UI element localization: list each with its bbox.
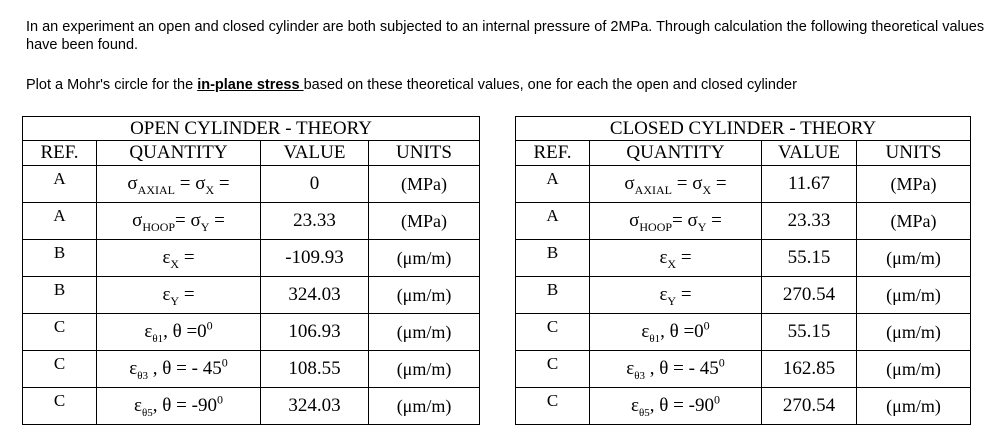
header-units: UNITS (857, 141, 971, 166)
table-row (23, 277, 480, 314)
units-cell: (μm/m) (857, 277, 971, 314)
quantity-cell: $\varepsilon_{\theta 5}$, $\theta = -90^0$ (590, 388, 762, 425)
table-row (516, 388, 971, 425)
quantity-cell: $\varepsilon_{\theta 5}$, $\theta = -90^0$ (97, 388, 261, 425)
quantity-cell: $\sigma_{HOOP}= \sigma_Y$ = (590, 203, 762, 240)
header-quantity: QUANTITY (97, 141, 261, 166)
value-cell: 23.33 (762, 203, 857, 240)
header-units: UNITS (369, 141, 480, 166)
table-row (516, 240, 971, 277)
ref-cell: C (516, 351, 590, 388)
question-instruction (26, 76, 797, 94)
quantity-cell: $\varepsilon_Y$ = (97, 277, 261, 314)
value-cell: 324.03 (261, 388, 369, 425)
header-value: VALUE (762, 141, 857, 166)
table-row (23, 166, 480, 203)
units-cell: (μm/m) (857, 314, 971, 351)
table-row (516, 351, 971, 388)
table-row (23, 314, 480, 351)
value-cell: 324.03 (261, 277, 369, 314)
units-cell: (μm/m) (857, 388, 971, 425)
closed-cylinder-table (515, 116, 971, 425)
question-intro: In an experiment an open and closed cylinder are both subjected to an internal pressure of 2MPa. Through calculation the following theoretical values have been found. (26, 19, 985, 53)
quantity-cell: $\varepsilon_{\theta 3}$ , θ = - $45^0$ (97, 351, 261, 388)
ref-cell: A (516, 166, 590, 203)
ref-cell: B (516, 277, 590, 314)
units-cell: (μm/m) (857, 351, 971, 388)
table-row (516, 277, 971, 314)
table-row (23, 388, 480, 425)
ref-cell: B (23, 277, 97, 314)
value-cell: 23.33 (261, 203, 369, 240)
units-cell: (MPa) (857, 203, 971, 240)
quantity-cell: $\varepsilon_{\theta 1}$, $\theta =0^0$ (97, 314, 261, 351)
units-cell: (MPa) (369, 203, 480, 240)
ref-cell: C (23, 351, 97, 388)
quantity-cell: $\varepsilon_X$ = (97, 240, 261, 277)
ref-cell: C (516, 388, 590, 425)
open-cylinder-table (22, 116, 480, 425)
quantity-cell: $\sigma_{HOOP}= \sigma_Y$ = (97, 203, 261, 240)
ref-cell: A (23, 203, 97, 240)
units-cell: (μm/m) (369, 240, 480, 277)
ref-cell: C (23, 314, 97, 351)
header-value: VALUE (261, 141, 369, 166)
ref-cell: C (516, 314, 590, 351)
table-row (23, 351, 480, 388)
units-cell: (μm/m) (857, 240, 971, 277)
instruction-highlight: in-plane stress (197, 77, 304, 93)
quantity-cell: $\varepsilon_X$ = (590, 240, 762, 277)
table-row (23, 203, 480, 240)
header-ref: REF. (516, 141, 590, 166)
instruction-prefix: Plot a Mohr's circle for the (26, 77, 198, 93)
units-cell: (μm/m) (369, 388, 480, 425)
ref-cell: A (516, 203, 590, 240)
table-row (516, 314, 971, 351)
units-cell: (μm/m) (369, 314, 480, 351)
quantity-cell: $\varepsilon_Y$ = (590, 277, 762, 314)
table-row (516, 203, 971, 240)
ref-cell: B (516, 240, 590, 277)
table-row (23, 240, 480, 277)
value-cell: 106.93 (261, 314, 369, 351)
units-cell: (MPa) (369, 166, 480, 203)
value-cell: 108.55 (261, 351, 369, 388)
quantity-cell: $\sigma_{AXIAL} = \sigma_X$ = (97, 166, 261, 203)
quantity-cell: $\varepsilon_{\theta 1}$, $\theta =0^0$ (590, 314, 762, 351)
value-cell: 162.85 (762, 351, 857, 388)
units-cell: (μm/m) (369, 277, 480, 314)
value-cell: 55.15 (762, 240, 857, 277)
ref-cell: B (23, 240, 97, 277)
ref-cell: C (23, 388, 97, 425)
value-cell: 55.15 (762, 314, 857, 351)
value-cell: 0 (261, 166, 369, 203)
quantity-cell: $\varepsilon_{\theta 3}$ , θ = - $45^0$ (590, 351, 762, 388)
table-row (516, 166, 971, 203)
units-cell: (μm/m) (369, 351, 480, 388)
table-title: CLOSED CYLINDER - THEORY (516, 117, 971, 141)
header-ref: REF. (23, 141, 97, 166)
value-cell: 11.67 (762, 166, 857, 203)
units-cell: (MPa) (857, 166, 971, 203)
header-quantity: QUANTITY (590, 141, 762, 166)
table-title: OPEN CYLINDER - THEORY (23, 117, 480, 141)
value-cell: 270.54 (762, 277, 857, 314)
ref-cell: A (23, 166, 97, 203)
quantity-cell: $\sigma_{AXIAL} = \sigma_X$ = (590, 166, 762, 203)
value-cell: -109.93 (261, 240, 369, 277)
instruction-suffix: based on these theoretical values, one for each the open and closed cylinder (303, 77, 797, 93)
value-cell: 270.54 (762, 388, 857, 425)
